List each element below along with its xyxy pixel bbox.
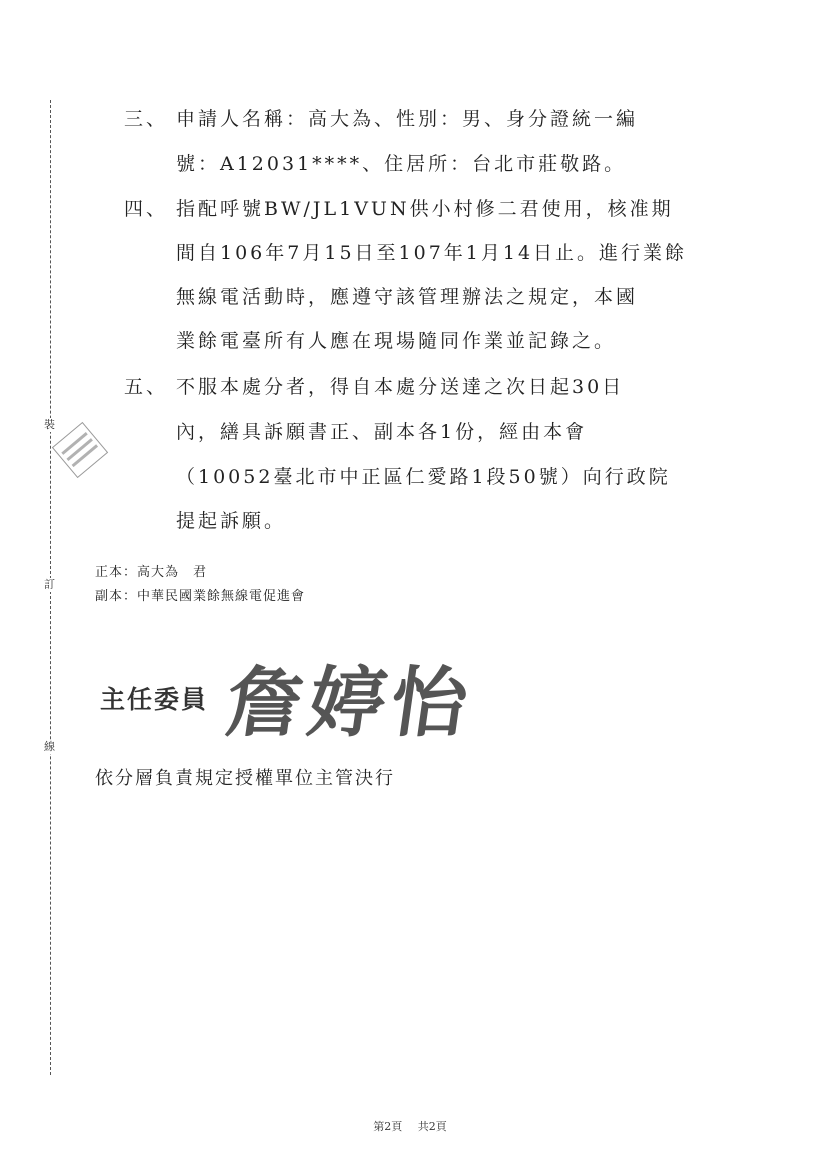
item-5-line-2: 內，繕具訴願書正、副本各1份，經由本會 [176, 421, 588, 443]
binding-label-ding: 訂 [44, 578, 55, 591]
item-5-number: 五、 [124, 376, 169, 398]
item-5-line-1: 不服本處分者，得自本處分送達之次日起30日 [176, 376, 625, 398]
item-3-line-2: 號：A12031****、住居所：台北市莊敬路。 [176, 153, 627, 175]
item-3-number: 三、 [124, 108, 169, 130]
item-4-line-1: 指配呼號BW/JL1VUN供小村修二君使用，核准期 [176, 198, 674, 220]
item-5-line-3: （10052臺北市中正區仁愛路1段50號）向行政院 [176, 466, 671, 488]
item-4-line-4: 業餘電臺所有人應在現場隨同作業並記錄之。 [176, 330, 617, 352]
binding-label-zhuang: 裝 [44, 418, 55, 431]
copy-recipient: 副本：中華民國業餘無線電促進會 [95, 589, 306, 604]
item-4-line-3: 無線電活動時，應遵守該管理辦法之規定，本國 [176, 286, 639, 308]
signature-name: 詹婷怡 [220, 658, 480, 747]
delegation-statement: 依分層負責規定授權單位主管決行 [95, 768, 395, 789]
item-3-line-1: 申請人名稱：高大為、性別：男、身分證統一編 [176, 108, 639, 130]
original-recipient: 正本：高大為 君 [95, 565, 208, 580]
binding-label-xian: 線 [44, 740, 55, 753]
item-4-line-2: 間自106年7月15日至107年1月14日止。進行業餘 [176, 242, 688, 264]
page-number: 第2頁 [373, 1120, 403, 1133]
page-total: 共2頁 [417, 1120, 447, 1133]
page-footer [0, 1118, 820, 1134]
item-5-line-4: 提起訴願。 [176, 510, 287, 532]
signature-title: 主任委員 [100, 685, 209, 714]
item-4-number: 四、 [124, 198, 169, 220]
